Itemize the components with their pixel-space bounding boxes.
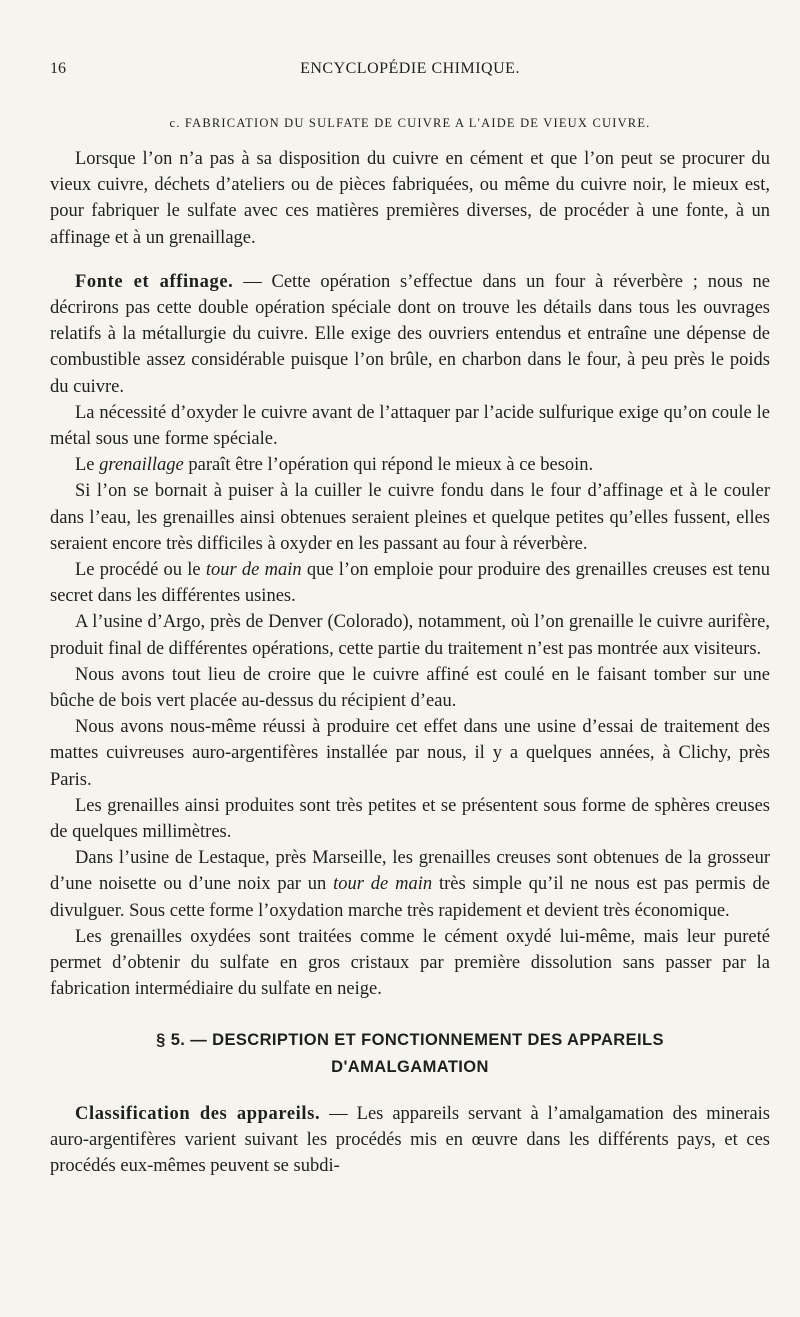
page-number: 16: [50, 60, 66, 77]
section-heading-line2: D'AMALGAMATION: [331, 1057, 489, 1076]
paragraph-cuiller: Si l’on se bornait à puiser à la cuiller le cuivre fondu dans le four d’affinage et à le couler dans l’eau, les grenailles ainsi obtenues seraient pleines et quelque petites qu’elles fussent, elles seraient encore très difficiles à oxyder en les passant au four à réverbère.: [50, 481, 770, 554]
paragraph-text: — Les appareils servant à l’amalgamation des minerais auro-argentifères varient suivant les procédés mis en œuvre dans les différents pays, et ces procédés eux-mêmes peuvent se subdi-: [50, 1103, 771, 1176]
paragraph-intro: Lorsque l’on n’a pas à sa disposition du cuivre en cément et que l’on peut se procurer du vieux cuivre, déchets d’ateliers ou de pièces fabriquées, ou même du cuivre noir, le mieux est, pour fabriquer le sulfate avec ces matières premières diverses, de procéder à une fonte, à un affinage et à un grenaillage.: [50, 149, 770, 248]
subsection-title: c. FABRICATION DU SULFATE DE CUIVRE A L'AIDE DE VIEUX CUIVRE.: [169, 116, 651, 130]
paragraph-oxydation: La nécessité d’oxyder le cuivre avant de l’attaquer par l’acide sulfurique exige qu’on coule le métal sous une forme spéciale.: [50, 402, 770, 450]
body-text: [50, 146, 770, 1179]
paragraph-lead: Fonte et affinage.: [75, 271, 234, 292]
paragraph-text: Dans l’usine de Lestaque, près Marseille, les grenailles creuses sont obtenues de la grosseur d’une noisette ou d’une noix par un: [50, 848, 770, 895]
paragraph-grenailles-oxydees: Les grenailles oxydées sont traitées comme le cément oxydé lui-même, mais leur pureté permet d’obtenir du sulfate en gros cristaux par première dissolution sans passer par la fabrication intermédiaire du sulfate en neige.: [50, 926, 770, 1000]
paragraph-text: Le procédé ou le: [75, 560, 201, 581]
running-title: ENCYCLOPÉDIE CHIMIQUE.: [300, 60, 520, 77]
paragraph-text: que l’on emploie pour produire des grenailles creuses est tenu secret dans les différentes usines.: [50, 560, 770, 607]
paragraph-lead: Classification des appareils.: [75, 1103, 321, 1124]
text-le: Le: [75, 455, 95, 476]
paragraph-argo: A l’usine d’Argo, près de Denver (Colorado), notamment, où l’on grenaille le cuivre aurifère, produit final de différentes opérations, cette partie du traitement n’est pas montrée aux visiteurs.: [50, 612, 770, 659]
paragraph-fonte: [50, 269, 770, 400]
emphasis-tour-de-main: tour de main: [333, 874, 433, 895]
running-head: [50, 60, 770, 86]
paragraph-lestaque: [50, 845, 770, 924]
paragraph-clichy: Nous avons nous-même réussi à produire cet effet dans une usine d’essai de traitement des mattes cuivreuses auro-argentifères installée par nous, il y a quelques années, à Clichy, près Paris.: [50, 717, 770, 790]
emphasis-tour-de-main: tour de main: [205, 560, 302, 581]
paragraph-procede: [50, 557, 770, 609]
section-heading-line1: § 5. — DESCRIPTION ET FONCTIONNEMENT DES APPAREILS: [156, 1030, 664, 1049]
paragraph-buche: Nous avons tout lieu de croire que le cuivre affiné est coulé en le faisant tomber sur une bûche de bois vert placée au-dessus du récipient d’eau.: [50, 664, 770, 712]
paragraph-spheres: Les grenailles ainsi produites sont très petites et se présentent sous forme de sphères creuses de quelques millimètres.: [50, 795, 770, 843]
paragraph-grenaillage: [50, 452, 770, 478]
paragraph-classification: [50, 1101, 770, 1180]
emphasis-grenaillage: grenaillage: [99, 455, 184, 476]
paragraph-text: — Cette opération s’effectue dans un four à réverbère ; nous ne décrirons pas cette double opération spéciale dont on trouve les détails dans tous les ouvrages relatifs à la métallurgie du cuivre. Elle exige des ouvriers entendus et entraîne une dépense de combustible assez considérable puisque l’on brûle, en charbon dans le four, à peu près le poids du cuivre.: [50, 271, 770, 397]
section-heading: [50, 1027, 770, 1081]
paragraph-text: très simple qu’il ne nous est pas permis de divulguer. Sous cette forme l’oxydation marche très rapidement et devient très économique.: [50, 874, 771, 921]
paragraph-text: paraît être l’opération qui répond le mieux à ce besoin.: [188, 455, 594, 476]
